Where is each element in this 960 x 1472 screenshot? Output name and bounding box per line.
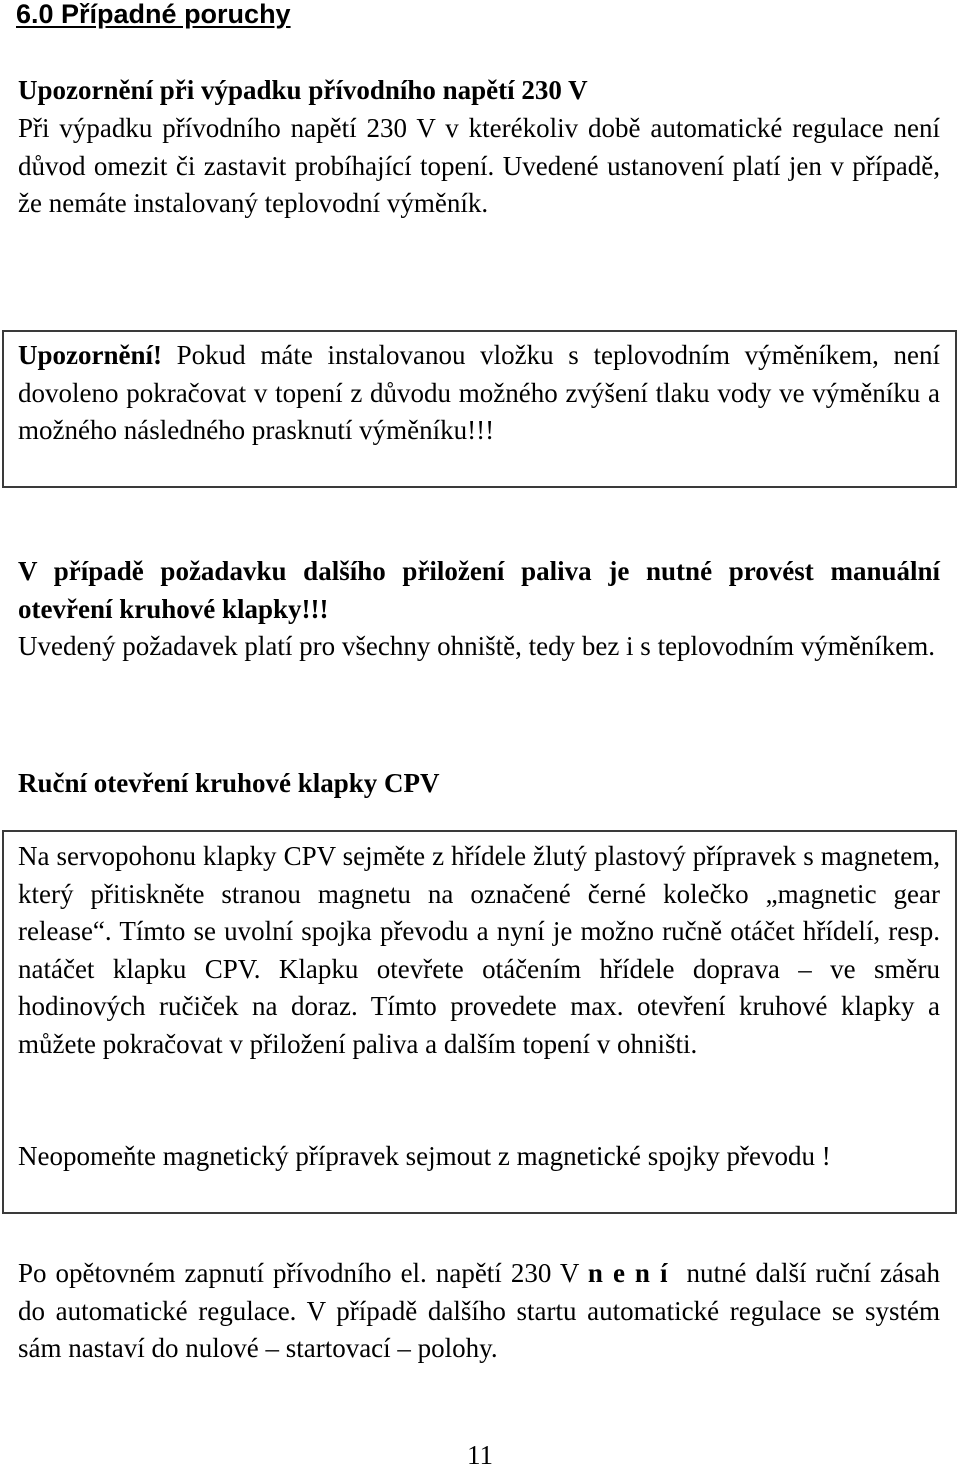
restart-emphasis: není bbox=[587, 1258, 678, 1288]
refuel-bold-text: V případě požadavku dalšího přiložení paliva je nutné provést manuální otevření kruhové klapky!!! bbox=[18, 556, 940, 624]
manual-open-heading: Ruční otevření kruhové klapky CPV bbox=[18, 768, 440, 798]
restart-text-before: Po opětovném zapnutí přívodního el. napětí 230 V bbox=[18, 1258, 588, 1288]
warning-body: Pokud máte instalovanou vložku s teplovodním výměníkem, není dovoleno pokračovat v topení z důvodu možného zvýšení tlaku vody ve výměníku a možného následného prasknutí výměníku!!! bbox=[18, 340, 940, 445]
manual-open-paragraph-1: Na servopohonu klapky CPV sejměte z hřídele žlutý plastový přípravek s magnetem, který přitiskněte stranou magnetu na označené černé kolečko „magnetic gear release“. Tímto se uvolní spojka převodu a nyní je možno ručně otáčet hřídelí, resp. natáčet klapku CPV. Klapku otevřete otáčením hřídele doprava – ve směru hodinových ručiček na doraz. Tímto provedete max. otevření kruhové klapky a můžete pokračovat v přiložení paliva a dalším topení v ohništi. bbox=[18, 841, 940, 1059]
warning-label: Upozornění! bbox=[18, 340, 162, 370]
power-failure-heading: Upozornění při výpadku přívodního napětí 230 V bbox=[18, 75, 588, 105]
section-title: 6.0 Případné poruchy bbox=[16, 0, 291, 29]
page-number: 11 bbox=[467, 1440, 493, 1470]
manual-open-paragraph-2: Neopomeňte magnetický přípravek sejmout z magnetické spojky převodu ! bbox=[18, 1141, 831, 1171]
restart-text bbox=[18, 1255, 940, 1368]
power-failure-text: Při výpadku přívodního napětí 230 V v kterékoliv době automatické regulace není důvod omezit či zastavit probíhající topení. Uvedené ustanovení platí jen v případě, že nemáte instalovaný teplovodní výměník. bbox=[18, 113, 940, 218]
restart-text-after: nutné další ruční zásah do automatické regulace. V případě dalšího startu automatické regulace se systém sám nastaví do nulové – startovací – polohy. bbox=[18, 1258, 940, 1363]
refuel-text: Uvedený požadavek platí pro všechny ohniště, tedy bez i s teplovodním výměníkem. bbox=[18, 631, 936, 661]
warning-text bbox=[18, 337, 940, 450]
